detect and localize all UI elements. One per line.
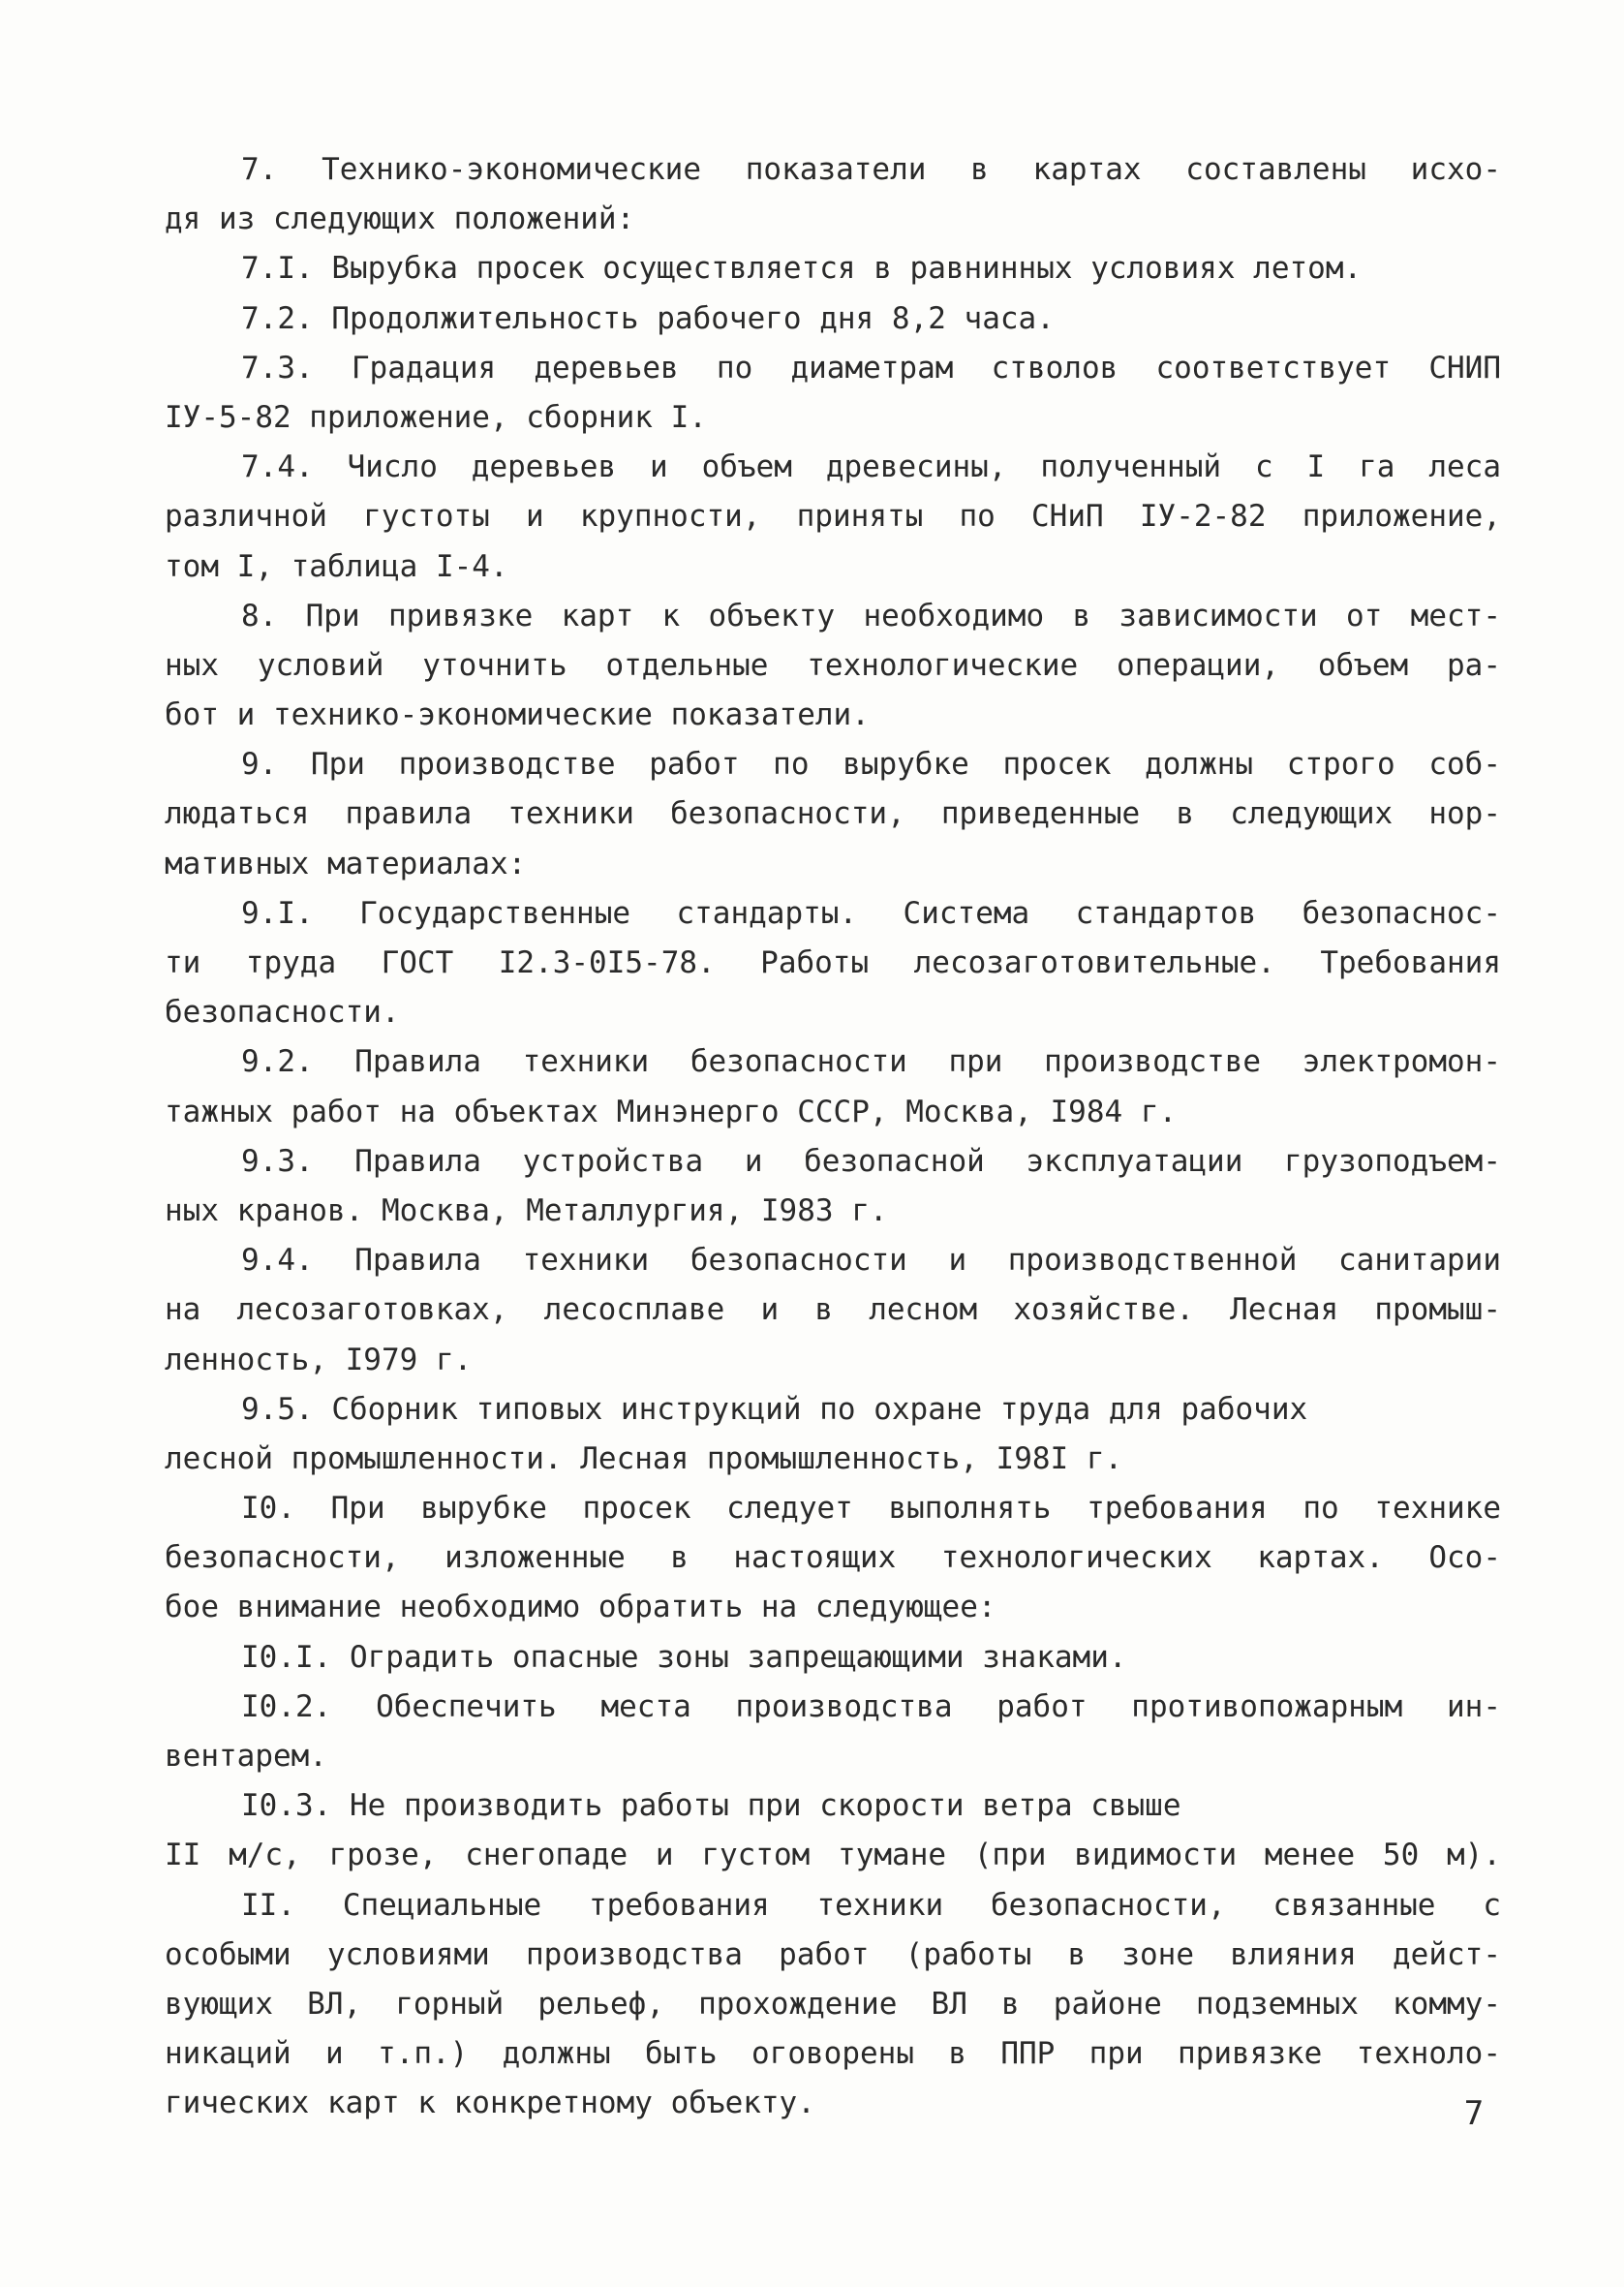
text-line: 9.2. Правила техники безопасности при производстве электромон- (241, 1044, 1501, 1080)
text-line: 8. При привязке карт к объекту необходимо в зависимости от мест- (241, 598, 1501, 634)
text-line: дя из следующих положений: (165, 201, 635, 237)
text-line: ных кранов. Москва, Металлургия, I983 г. (165, 1192, 888, 1228)
text-line: 9.3. Правила устройства и безопасной эксплуатации грузоподъем- (241, 1143, 1501, 1179)
page-number: 7 (1463, 2094, 1485, 2133)
text-line: ленность, I979 г. (165, 1342, 473, 1377)
text-line: том I, таблица I-4. (165, 548, 508, 584)
text-line: бот и технико-экономические показатели. (165, 697, 870, 733)
text-line: 7.3. Градация деревьев по диаметрам стволов соответствует СНИП (241, 350, 1501, 386)
text-line: I0. При вырубке просек следует выполнять требования по технике (241, 1491, 1501, 1527)
text-line: гических карт к конкретному объекту. (165, 2086, 815, 2121)
text-line: ти труда ГОСТ I2.3-0I5-78. Работы лесозаготовительные. Требования (165, 945, 1501, 980)
text-line: 9. При производстве работ по вырубке просек должны строго соб- (241, 747, 1501, 783)
text-line: I0.I. Оградить опасные зоны запрещающими знаками. (241, 1639, 1127, 1675)
text-line: безопасности. (165, 995, 400, 1031)
document-body (165, 145, 1501, 2129)
text-line: вентарем. (165, 1739, 327, 1774)
text-line: 9.I. Государственные стандарты. Система стандартов безопаснос- (241, 895, 1501, 931)
text-line: 7.I. Вырубка просек осуществляется в равнинных условиях летом. (241, 251, 1363, 287)
text-line: тажных работ на объектах Минэнерго СССР, Москва, I984 г. (165, 1094, 1178, 1129)
text-line: на лесозаготовках, лесосплаве и в лесном хозяйстве. Лесная промыш- (165, 1292, 1501, 1328)
text-line: особыми условиями производства работ (работы в зоне влияния дейст- (165, 1936, 1501, 1972)
text-line: ных условий уточнить отдельные технологические операции, объем ра- (165, 647, 1501, 683)
text-line: IУ-5-82 приложение, сборник I. (165, 399, 707, 435)
text-line: 9.4. Правила техники безопасности и производственной санитарии (241, 1243, 1501, 1279)
text-line: различной густоты и крупности, приняты по СНиП IУ-2-82 приложение, (165, 499, 1501, 535)
text-line: 9.5. Сборник типовых инструкций по охране труда для рабочих (241, 1391, 1308, 1427)
text-line: I0.2. Обеспечить места производства работ противопожарным ин- (241, 1688, 1501, 1724)
text-line: 7. Технико-экономические показатели в картах составлены исхо- (241, 152, 1501, 187)
text-line: 7.2. Продолжительность рабочего дня 8,2 часа. (241, 300, 1055, 336)
text-line: II. Специальные требования техники безопасности, связанные с (241, 1887, 1501, 1923)
text-line: лесной промышленности. Лесная промышленность, I98I г. (165, 1440, 1123, 1476)
text-line: бое внимание необходимо обратить на следующее: (165, 1590, 996, 1625)
text-line: I0.3. Не производить работы при скорости ветра свыше (241, 1788, 1181, 1824)
text-line: 7.4. Число деревьев и объем древесины, полученный с I га леса (241, 449, 1501, 485)
text-line: мативных материалах: (165, 846, 527, 881)
text-line: безопасности, изложенные в настоящих технологических картах. Осо- (165, 1540, 1501, 1576)
text-line: людаться правила техники безопасности, приведенные в следующих нор- (165, 796, 1501, 832)
text-line: вующих ВЛ, горный рельеф, прохождение ВЛ в районе подземных комму- (165, 1986, 1501, 2022)
text-line: II м/с, грозе, снегопаде и густом тумане (при видимости менее 50 м). (165, 1838, 1501, 1873)
text-line: никаций и т.п.) должны быть оговорены в ППР при привязке техноло- (165, 2036, 1501, 2072)
